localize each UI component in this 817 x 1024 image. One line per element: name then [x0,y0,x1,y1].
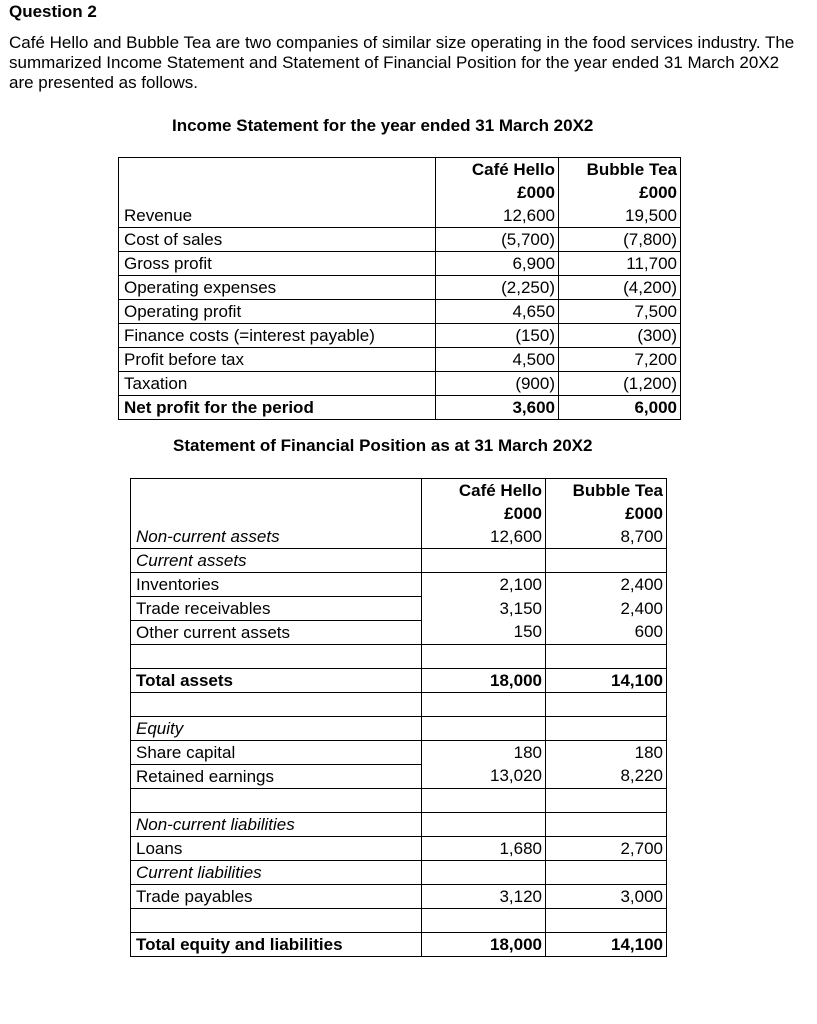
row-label: Other current assets [131,621,422,645]
row-value-bubble-tea: (7,800) [559,228,681,252]
row-value-cafe-hello: 12,600 [436,204,559,228]
row-value-bubble-tea: 14,100 [546,933,667,957]
row-label: Non-current liabilities [131,813,422,837]
table-row [131,765,667,789]
row-value-cafe-hello [422,861,546,885]
row-label: Current liabilities [131,861,422,885]
row-label [131,645,422,669]
table-row-total [131,933,667,957]
table-row-blank [131,645,667,669]
column-header-bubble-tea: Bubble Tea [546,479,667,503]
column-header-cafe-hello: Café Hello [436,158,559,182]
table-row [119,372,681,396]
row-value-cafe-hello: 2,100 [422,573,546,597]
table-row [119,204,681,228]
row-label [131,909,422,933]
row-value-bubble-tea: 180 [546,741,667,765]
row-value-cafe-hello [422,789,546,813]
row-value-cafe-hello [422,549,546,573]
unit-bubble-tea: £000 [559,181,681,204]
table-unit-row [131,502,667,525]
row-label: Profit before tax [119,348,436,372]
row-value-bubble-tea [546,909,667,933]
row-value-bubble-tea [546,645,667,669]
row-value-cafe-hello: 150 [422,621,546,645]
unit-bubble-tea: £000 [546,502,667,525]
row-label [131,693,422,717]
row-value-bubble-tea: 8,700 [546,525,667,549]
row-value-bubble-tea: 600 [546,621,667,645]
row-label: Share capital [131,741,422,765]
row-label: Net profit for the period [119,396,436,420]
table-row [131,837,667,861]
table-row [131,549,667,573]
row-value-bubble-tea: (300) [559,324,681,348]
row-label: Gross profit [119,252,436,276]
table-unit-row [119,181,681,204]
table-row-blank [131,909,667,933]
table-row [131,597,667,621]
table-header-row [131,479,667,503]
table-row-blank [131,693,667,717]
financial-position-table [130,478,667,957]
row-value-cafe-hello [422,693,546,717]
column-header-bubble-tea: Bubble Tea [559,158,681,182]
table-row-blank [131,789,667,813]
row-value-cafe-hello: 180 [422,741,546,765]
row-value-bubble-tea: 11,700 [559,252,681,276]
row-label: Equity [131,717,422,741]
row-value-bubble-tea: 6,000 [559,396,681,420]
row-value-bubble-tea [546,813,667,837]
row-label: Operating profit [119,300,436,324]
row-value-bubble-tea: (4,200) [559,276,681,300]
row-value-bubble-tea: 8,220 [546,765,667,789]
table-row [131,621,667,645]
row-value-cafe-hello [422,909,546,933]
table-row-total [119,396,681,420]
row-label: Trade receivables [131,597,422,621]
row-label: Cost of sales [119,228,436,252]
row-value-cafe-hello: 3,120 [422,885,546,909]
table-row [119,348,681,372]
row-value-cafe-hello: (5,700) [436,228,559,252]
row-value-cafe-hello: 18,000 [422,669,546,693]
row-value-cafe-hello [422,813,546,837]
column-header-cafe-hello: Café Hello [422,479,546,503]
unit-cafe-hello: £000 [422,502,546,525]
row-value-cafe-hello: 4,500 [436,348,559,372]
row-value-cafe-hello: 4,650 [436,300,559,324]
row-label: Retained earnings [131,765,422,789]
row-value-bubble-tea: (1,200) [559,372,681,396]
row-value-cafe-hello: (900) [436,372,559,396]
row-label: Inventories [131,573,422,597]
row-value-cafe-hello: 3,600 [436,396,559,420]
row-value-cafe-hello [422,717,546,741]
row-value-bubble-tea: 3,000 [546,885,667,909]
question-title: Question 2 [9,2,97,21]
row-value-bubble-tea: 7,200 [559,348,681,372]
table-row [131,717,667,741]
intro-paragraph: Café Hello and Bubble Tea are two companies of similar size operating in the food services industry. The summarized Income Statement and Statement of Financial Position for the year ended 31 March 20X2 are presented as follows. [9,33,795,92]
table-row [131,573,667,597]
row-label: Taxation [119,372,436,396]
row-value-cafe-hello: 13,020 [422,765,546,789]
table-row [119,276,681,300]
table-row [131,525,667,549]
income-statement-title: Income Statement for the year ended 31 March 20X2 [172,116,594,135]
row-value-cafe-hello: 6,900 [436,252,559,276]
row-value-bubble-tea [546,693,667,717]
row-label: Total equity and liabilities [131,933,422,957]
table-row [131,861,667,885]
row-label: Trade payables [131,885,422,909]
table-header-row [119,158,681,182]
row-label: Operating expenses [119,276,436,300]
row-value-bubble-tea: 14,100 [546,669,667,693]
row-value-cafe-hello: (2,250) [436,276,559,300]
row-value-bubble-tea [546,861,667,885]
row-value-cafe-hello: 12,600 [422,525,546,549]
row-value-cafe-hello: (150) [436,324,559,348]
table-row-total [131,669,667,693]
row-value-cafe-hello [422,645,546,669]
row-value-bubble-tea: 19,500 [559,204,681,228]
table-row [119,324,681,348]
income-statement-table [118,157,681,420]
row-value-bubble-tea: 2,400 [546,573,667,597]
row-label: Total assets [131,669,422,693]
row-label: Non-current assets [131,525,422,549]
row-label [131,789,422,813]
row-value-cafe-hello: 3,150 [422,597,546,621]
row-label: Revenue [119,204,436,228]
row-value-cafe-hello: 1,680 [422,837,546,861]
table-row [131,813,667,837]
table-row [119,300,681,324]
row-label: Finance costs (=interest payable) [119,324,436,348]
row-value-bubble-tea: 2,700 [546,837,667,861]
row-label: Current assets [131,549,422,573]
row-value-bubble-tea: 2,400 [546,597,667,621]
table-row [119,228,681,252]
financial-position-title: Statement of Financial Position as at 31 March 20X2 [173,436,593,455]
table-row [131,741,667,765]
row-value-bubble-tea: 7,500 [559,300,681,324]
row-value-bubble-tea [546,717,667,741]
row-value-bubble-tea [546,549,667,573]
table-row [119,252,681,276]
unit-cafe-hello: £000 [436,181,559,204]
row-value-cafe-hello: 18,000 [422,933,546,957]
row-label: Loans [131,837,422,861]
row-value-bubble-tea [546,789,667,813]
table-row [131,885,667,909]
